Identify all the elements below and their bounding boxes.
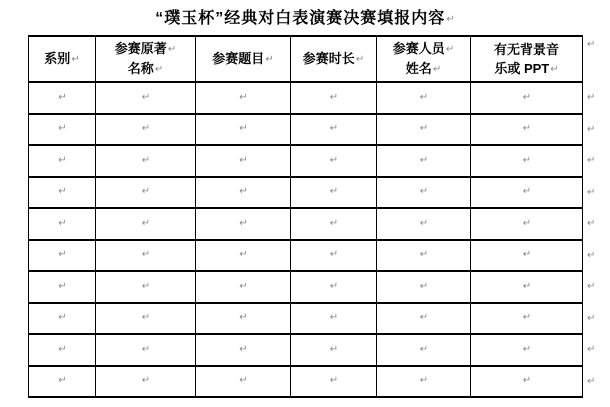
- table-row: [29, 271, 583, 303]
- cell-paragraph-mark-icon: ↵: [522, 375, 532, 387]
- table-cell[interactable]: [196, 366, 291, 398]
- table-cell[interactable]: [377, 303, 471, 335]
- row-end-paragraph-mark-icon: ↵: [587, 218, 596, 230]
- cell-paragraph-mark-icon: ↵: [141, 343, 151, 355]
- table-cell[interactable]: [471, 366, 583, 398]
- cell-paragraph-mark-icon: ↵: [419, 312, 429, 324]
- cell-paragraph-mark-icon: ↵: [239, 280, 248, 292]
- table-cell[interactable]: [377, 208, 471, 240]
- cell-paragraph-mark-icon: ↵: [58, 154, 67, 166]
- cell-paragraph-mark-icon: ↵: [239, 91, 248, 103]
- cell-paragraph-mark-icon: ↵: [141, 91, 151, 103]
- paragraph-mark-icon: ↵: [265, 54, 274, 65]
- cell-paragraph-mark-icon: ↵: [329, 217, 339, 229]
- paragraph-mark-icon: ↵: [355, 54, 365, 65]
- table-cell[interactable]: [29, 271, 96, 303]
- cell-paragraph-mark-icon: ↵: [329, 343, 339, 355]
- cell-paragraph-mark-icon: ↵: [239, 217, 248, 229]
- table-cell[interactable]: [196, 114, 291, 146]
- cell-paragraph-mark-icon: ↵: [239, 249, 248, 261]
- header-cell-participants[interactable]: 参赛人员↵ 姓名↵: [377, 36, 471, 82]
- cell-paragraph-mark-icon: ↵: [58, 123, 67, 135]
- row-end-paragraph-mark-icon: ↵: [587, 375, 596, 387]
- cell-paragraph-mark-icon: ↵: [58, 249, 67, 261]
- row-end-paragraph-mark-icon: ↵: [587, 39, 596, 50]
- table-cell[interactable]: [471, 240, 583, 272]
- cell-paragraph-mark-icon: ↵: [522, 312, 532, 324]
- table-cell[interactable]: [377, 366, 471, 398]
- table-cell[interactable]: [29, 334, 96, 366]
- cell-paragraph-mark-icon: ↵: [329, 186, 339, 198]
- cell-paragraph-mark-icon: ↵: [58, 312, 67, 324]
- table-cell[interactable]: [196, 208, 291, 240]
- table-cell[interactable]: [196, 334, 291, 366]
- cell-paragraph-mark-icon: ↵: [239, 154, 248, 166]
- cell-paragraph-mark-icon: ↵: [239, 343, 248, 355]
- cell-paragraph-mark-icon: ↵: [141, 249, 151, 261]
- cell-paragraph-mark-icon: ↵: [141, 280, 151, 292]
- table-cell[interactable]: [291, 82, 377, 114]
- cell-paragraph-mark-icon: ↵: [419, 217, 429, 229]
- cell-paragraph-mark-icon: ↵: [239, 375, 248, 387]
- cell-paragraph-mark-icon: ↵: [419, 280, 429, 292]
- cell-paragraph-mark-icon: ↵: [141, 217, 151, 229]
- cell-paragraph-mark-icon: ↵: [419, 343, 429, 355]
- table-cell[interactable]: [291, 271, 377, 303]
- cell-paragraph-mark-icon: ↵: [58, 217, 67, 229]
- table-row: [29, 82, 583, 114]
- cell-paragraph-mark-icon: ↵: [58, 343, 67, 355]
- table-cell[interactable]: [29, 114, 96, 146]
- table-cell[interactable]: [29, 240, 96, 272]
- cell-paragraph-mark-icon: ↵: [58, 375, 67, 387]
- cell-paragraph-mark-icon: ↵: [522, 217, 532, 229]
- header-row: [29, 36, 583, 82]
- row-end-paragraph-mark-icon: ↵: [587, 186, 596, 198]
- cell-paragraph-mark-icon: ↵: [419, 186, 429, 198]
- cell-paragraph-mark-icon: ↵: [419, 154, 429, 166]
- row-end-paragraph-mark-icon: ↵: [587, 281, 596, 293]
- table-cell[interactable]: [377, 114, 471, 146]
- cell-paragraph-mark-icon: ↵: [522, 343, 532, 355]
- table-row: [29, 240, 583, 272]
- table-cell[interactable]: [471, 145, 583, 177]
- cell-paragraph-mark-icon: ↵: [329, 375, 339, 387]
- row-end-paragraph-mark-icon: ↵: [587, 312, 596, 324]
- table-cell[interactable]: [471, 334, 583, 366]
- table-row: [29, 145, 583, 177]
- header-cell-topic[interactable]: 参赛题目↵: [196, 36, 291, 82]
- table-cell[interactable]: [377, 240, 471, 272]
- table-cell[interactable]: [96, 82, 196, 114]
- table-cell[interactable]: [96, 303, 196, 335]
- table-cell[interactable]: [29, 145, 96, 177]
- cell-paragraph-mark-icon: ↵: [522, 249, 532, 261]
- row-end-marks-column: [586, 35, 595, 397]
- cell-paragraph-mark-icon: ↵: [141, 154, 151, 166]
- table-cell[interactable]: [471, 303, 583, 335]
- row-end-paragraph-mark-icon: ↵: [587, 249, 596, 261]
- table-cell[interactable]: [291, 240, 377, 272]
- table-cell[interactable]: [291, 366, 377, 398]
- cell-paragraph-mark-icon: ↵: [58, 186, 67, 198]
- table-cell[interactable]: [96, 366, 196, 398]
- cell-paragraph-mark-icon: ↵: [329, 154, 339, 166]
- table-cell[interactable]: [291, 303, 377, 335]
- table-row: [29, 334, 583, 366]
- page-title[interactable]: [0, 5, 610, 28]
- header-cell-department[interactable]: 系别↵: [29, 36, 96, 82]
- cell-paragraph-mark-icon: ↵: [522, 154, 532, 166]
- paragraph-mark-icon: ↵: [167, 44, 177, 55]
- table-cell[interactable]: [377, 177, 471, 209]
- cell-paragraph-mark-icon: ↵: [141, 312, 151, 324]
- row-end-paragraph-mark-icon: ↵: [587, 123, 596, 135]
- cell-paragraph-mark-icon: ↵: [329, 91, 339, 103]
- table-row: [29, 177, 583, 209]
- table-cell[interactable]: [471, 271, 583, 303]
- paragraph-mark-icon: ↵: [154, 64, 164, 75]
- cell-paragraph-mark-icon: ↵: [419, 375, 429, 387]
- table-cell[interactable]: [96, 145, 196, 177]
- table-cell[interactable]: [29, 208, 96, 240]
- cell-paragraph-mark-icon: ↵: [329, 249, 339, 261]
- table-cell[interactable]: [29, 177, 96, 209]
- cell-paragraph-mark-icon: ↵: [419, 249, 429, 261]
- paragraph-mark-icon: ↵: [445, 44, 455, 55]
- paragraph-mark-icon: ↵: [432, 64, 442, 75]
- cell-paragraph-mark-icon: ↵: [522, 91, 532, 103]
- paragraph-mark-icon: ↵: [550, 63, 559, 75]
- table-cell[interactable]: [291, 334, 377, 366]
- table-cell[interactable]: [291, 177, 377, 209]
- table-cell[interactable]: [96, 334, 196, 366]
- table-cell[interactable]: [471, 114, 583, 146]
- table-cell[interactable]: [377, 271, 471, 303]
- table-cell[interactable]: [196, 271, 291, 303]
- table-cell[interactable]: [29, 82, 96, 114]
- cell-paragraph-mark-icon: ↵: [522, 123, 532, 135]
- cell-paragraph-mark-icon: ↵: [239, 186, 248, 198]
- cell-paragraph-mark-icon: ↵: [58, 280, 67, 292]
- header-cell-music-ppt[interactable]: 有无背景音 乐或 PPT↵: [471, 36, 583, 82]
- cell-paragraph-mark-icon: ↵: [239, 123, 248, 135]
- cell-paragraph-mark-icon: ↵: [329, 123, 339, 135]
- cell-paragraph-mark-icon: ↵: [58, 91, 67, 103]
- table-row: [29, 303, 583, 335]
- table-cell[interactable]: [196, 240, 291, 272]
- cell-paragraph-mark-icon: ↵: [329, 280, 339, 292]
- cell-paragraph-mark-icon: ↵: [329, 312, 339, 324]
- cell-paragraph-mark-icon: ↵: [522, 280, 532, 292]
- paragraph-mark-icon: ↵: [71, 54, 80, 65]
- row-end-paragraph-mark-icon: ↵: [587, 155, 596, 167]
- table-cell[interactable]: [196, 82, 291, 114]
- cell-paragraph-mark-icon: ↵: [419, 91, 429, 103]
- table-cell[interactable]: [29, 303, 96, 335]
- cell-paragraph-mark-icon: ↵: [522, 186, 532, 198]
- table-cell[interactable]: [377, 334, 471, 366]
- table-cell[interactable]: [196, 303, 291, 335]
- table-cell[interactable]: [96, 114, 196, 146]
- cell-paragraph-mark-icon: ↵: [141, 186, 151, 198]
- table-cell[interactable]: [196, 177, 291, 209]
- table-cell[interactable]: [471, 177, 583, 209]
- table-cell[interactable]: [96, 177, 196, 209]
- paragraph-mark-icon: ↵: [446, 14, 455, 25]
- row-end-paragraph-mark-icon: ↵: [587, 344, 596, 356]
- table-row: [29, 114, 583, 146]
- table-cell[interactable]: [377, 82, 471, 114]
- table-cell[interactable]: [471, 208, 583, 240]
- table-cell[interactable]: [291, 145, 377, 177]
- table-row: [29, 366, 583, 398]
- table-cell[interactable]: [291, 114, 377, 146]
- table-row: [29, 208, 583, 240]
- cell-paragraph-mark-icon: ↵: [239, 312, 248, 324]
- table-cell[interactable]: [471, 82, 583, 114]
- table-cell[interactable]: [96, 208, 196, 240]
- entry-table: [28, 35, 583, 398]
- cell-paragraph-mark-icon: ↵: [141, 375, 151, 387]
- cell-paragraph-mark-icon: ↵: [419, 123, 429, 135]
- header-cell-original-work[interactable]: 参赛原著↵ 名称↵: [96, 36, 196, 82]
- table-cell[interactable]: [196, 145, 291, 177]
- table-cell[interactable]: [96, 271, 196, 303]
- table-cell[interactable]: [29, 366, 96, 398]
- cell-paragraph-mark-icon: ↵: [141, 123, 151, 135]
- table-cell[interactable]: [291, 208, 377, 240]
- title-text: “璞玉杯”经典对白表演赛决赛填报内容: [155, 10, 446, 27]
- header-cell-duration[interactable]: 参赛时长↵: [291, 36, 377, 82]
- table-cell[interactable]: [96, 240, 196, 272]
- table-cell[interactable]: [377, 145, 471, 177]
- row-end-paragraph-mark-icon: ↵: [587, 92, 596, 104]
